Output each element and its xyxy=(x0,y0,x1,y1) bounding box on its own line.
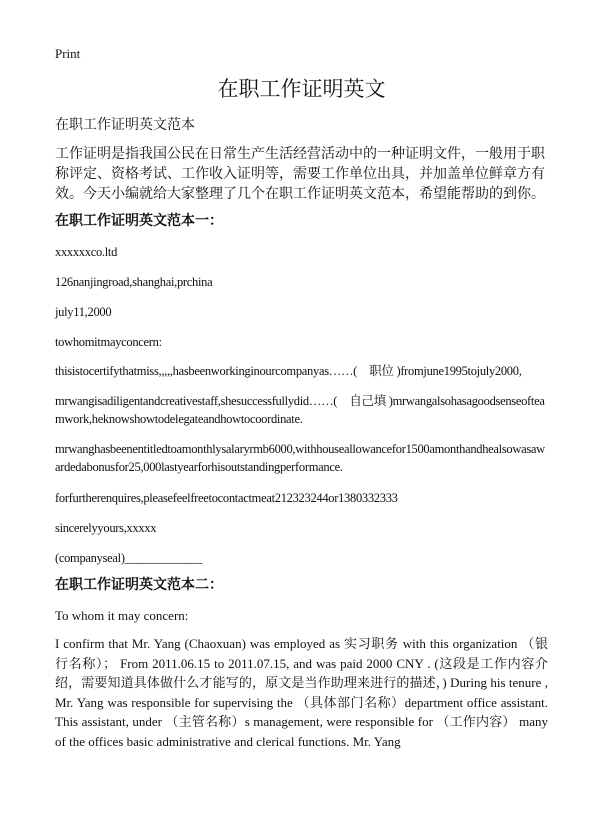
sample1-heading: 在职工作证明英文范本一： xyxy=(55,213,223,229)
sample2-heading: 在职工作证明英文范本二： xyxy=(55,577,223,593)
intro-paragraph: 工作证明是指我国公民在日常生产生活经营活动中的一种证明文件，一般用于职称评定、资格考试、工作收入证明等，需要工作单位出具，并加盖单位鲜章方有效。今天小编就给大家整理了几个在职工作证明英文范本，希望能帮助的到你。 xyxy=(55,146,545,202)
sample2-body: I confirm that Mr. Yang (Chaoxuan) was employed as 实习职务 with this organization （银行名称）； From 2011.06.15 to 2011.07.15, and was paid 2000 CNY . (这段是工作内容介绍，需要知道具体做什么才能写的，原文是当作助理来进行的描述，) During his tenure , Mr. Yang was responsible for supervising the （具体部门名称）department office assistant. This assistant, under （主管名称）s management, were responsible for （工作内容） many of the offices basic administrative and clerical functions. Mr. Yang xyxy=(55,636,548,749)
print-link[interactable]: Print xyxy=(55,46,81,61)
signature-line: sincerelyyours,xxxxx xyxy=(55,521,157,535)
company-address: 126nanjingroad,shanghai,prchina xyxy=(55,275,213,289)
letter-paragraph: thisistocertifythatmiss,,,,,hasbeenworkinginourcompanyas……( 职位 )fromjune1995tojuly2000, xyxy=(55,364,522,378)
subtitle: 在职工作证明英文范本 xyxy=(55,117,195,133)
contact-line: forfurtherenquires,pleasefeelfreetocontactmeat212323244or1380332333 xyxy=(55,491,398,505)
company-seal-line: (companyseal)_____________ xyxy=(55,551,203,565)
sample2-greeting: To whom it may concern: xyxy=(55,608,189,623)
page-title: 在职工作证明英文 xyxy=(217,77,386,101)
letter-paragraph: mrwangisadiligentandcreativestaff,shesuccessfullydid……( 自己填 )mrwangalsohasagoodsenseofteamwork,heknowshowtodelegateandhowtocoordinate. xyxy=(55,394,545,426)
company-name: xxxxxxco.ltd xyxy=(55,245,118,259)
letter-greeting: towhomitmayconcern: xyxy=(55,335,162,349)
letter-date: july11,2000 xyxy=(55,305,112,319)
letter-paragraph: mrwanghasbeenentitledtoamonthlysalaryrmb6000,withhouseallowancefor1500amonthandhealsowasawardedabonusfor25,000lastyearforhisoutstandingperformance. xyxy=(55,442,545,474)
